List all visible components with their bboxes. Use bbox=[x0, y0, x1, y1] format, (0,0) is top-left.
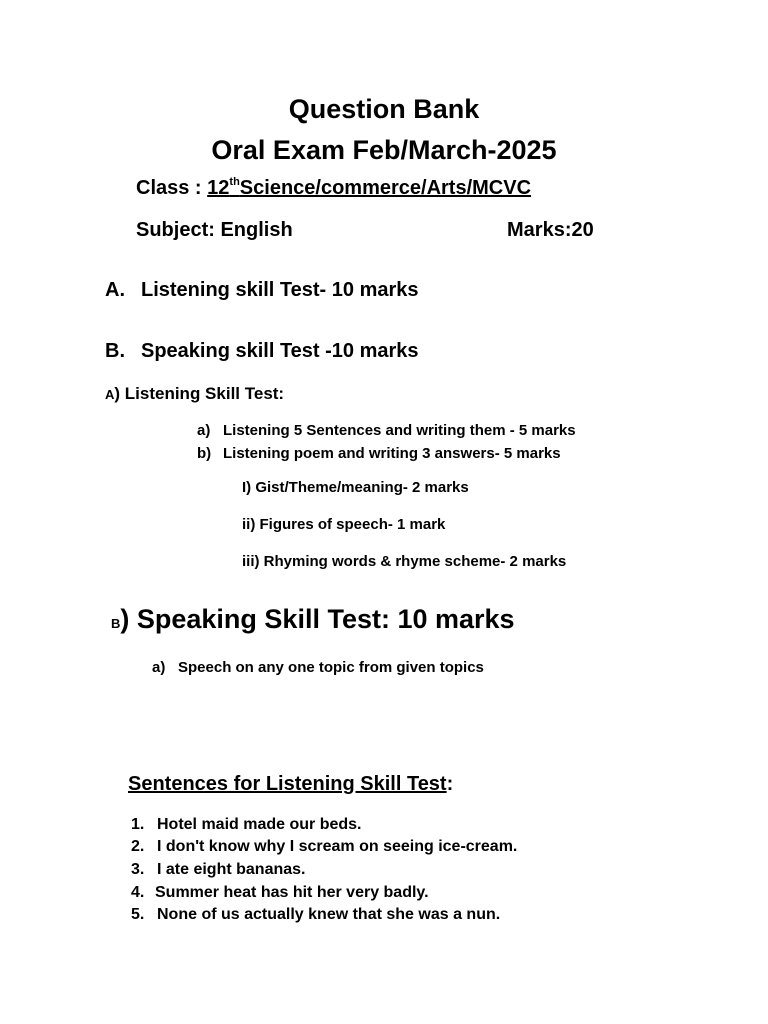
list-text: Listening poem and writing 3 answers- 5 marks bbox=[223, 445, 561, 462]
overview-text-a: Listening skill Test- 10 marks bbox=[141, 279, 419, 301]
sentence-text: I ate eight bananas. bbox=[157, 861, 306, 878]
list-marker: b) bbox=[197, 445, 212, 462]
sentence-text: None of us actually knew that she was a nun. bbox=[157, 906, 501, 923]
sentence-text: Hotel maid made our beds. bbox=[157, 816, 362, 833]
sentence-marker: 4. bbox=[131, 884, 145, 901]
overview-marker-a: A. bbox=[105, 279, 125, 301]
overview-item-a bbox=[105, 279, 419, 302]
sentence-text: Summer heat has hit her very badly. bbox=[155, 884, 429, 901]
list-marker: a) bbox=[197, 422, 211, 439]
sub-item: I) Gist/Theme/meaning- 2 marks bbox=[242, 479, 469, 496]
page-subtitle: Oral Exam Feb/March-2025 bbox=[211, 135, 557, 165]
overview-item-b bbox=[105, 340, 419, 363]
sentences-heading-text: Sentences for Listening Skill Test bbox=[128, 773, 447, 795]
speaking-heading bbox=[111, 604, 515, 635]
sentences-heading-colon: : bbox=[446, 773, 454, 795]
sentence-marker: 2. bbox=[131, 838, 145, 855]
sentence-item bbox=[131, 906, 500, 924]
sentence-marker: 3. bbox=[131, 861, 145, 878]
sentence-item bbox=[131, 816, 361, 834]
sentence-text: I don't know why I scream on seeing ice-cream. bbox=[157, 838, 518, 855]
overview-marker-b: B. bbox=[105, 340, 125, 362]
class-label: Class : bbox=[136, 177, 208, 199]
class-streams: Science/commerce/Arts/MCVC bbox=[239, 177, 532, 199]
list-marker: a) bbox=[152, 659, 166, 676]
marks-label: Marks:20 bbox=[507, 219, 594, 241]
page-title: Question Bank bbox=[288, 94, 480, 124]
sentences-heading bbox=[128, 773, 453, 796]
class-number: 12 bbox=[207, 177, 230, 199]
list-text: Listening 5 Sentences and writing them - 5 marks bbox=[223, 422, 576, 439]
speaking-marker: B bbox=[111, 616, 121, 631]
listening-marker: A bbox=[105, 387, 115, 402]
sentence-item bbox=[131, 861, 305, 879]
class-value bbox=[207, 177, 531, 199]
speaking-heading-text: ) Speaking Skill Test: 10 marks bbox=[120, 604, 515, 634]
sentence-item bbox=[131, 884, 429, 902]
class-suffix: th bbox=[229, 176, 240, 188]
class-line bbox=[136, 177, 531, 200]
listening-heading bbox=[105, 384, 284, 404]
list-item bbox=[197, 445, 561, 462]
sub-item: ii) Figures of speech- 1 mark bbox=[242, 516, 446, 533]
list-item bbox=[152, 659, 484, 676]
overview-text-b: Speaking skill Test -10 marks bbox=[141, 340, 419, 362]
list-text: Speech on any one topic from given topics bbox=[178, 659, 484, 676]
listening-heading-text: ) Listening Skill Test: bbox=[114, 384, 285, 403]
list-item bbox=[197, 422, 576, 439]
sentence-item bbox=[131, 838, 517, 856]
sentence-marker: 5. bbox=[131, 906, 145, 923]
sub-item: iii) Rhyming words & rhyme scheme- 2 marks bbox=[242, 553, 567, 570]
subject-label: Subject: English bbox=[136, 219, 293, 241]
sentence-marker: 1. bbox=[131, 816, 145, 833]
